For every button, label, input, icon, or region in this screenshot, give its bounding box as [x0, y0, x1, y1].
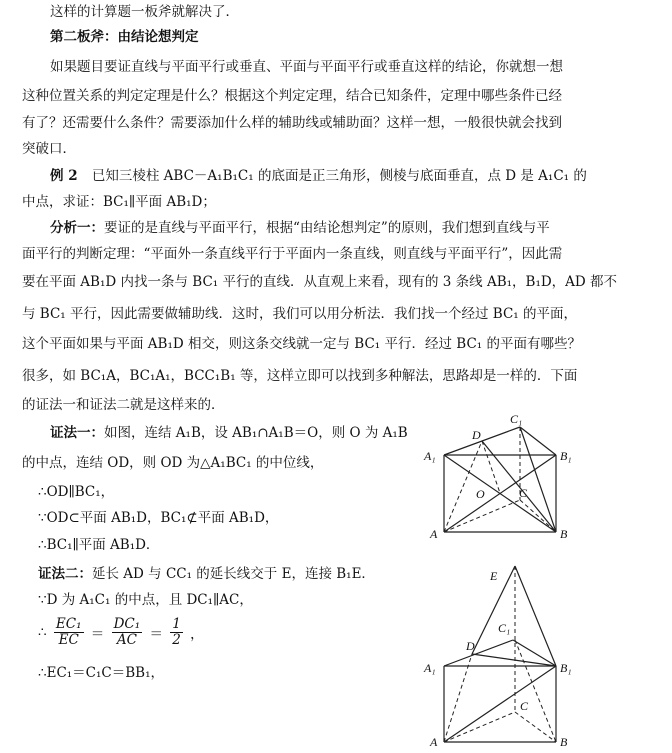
fig2-label-a: A	[430, 735, 438, 749]
equals-2: ＝	[149, 626, 163, 643]
fig2-label-b1: B₁	[560, 661, 572, 675]
text-line-22: ∵D 为 A₁C₁ 的中点，且 DC₁∥AC，	[38, 592, 253, 608]
section-title: 第二板斧：由结论想判定	[50, 29, 199, 45]
text-line-1: 这样的计算题一板斧就解决了．	[50, 4, 239, 20]
fig2-label-c: C	[520, 699, 529, 713]
text-line-20: ∴BC₁∥平面 AB₁D．	[38, 537, 160, 553]
text-line-24: ∴EC₁＝C₁C＝BB₁，	[38, 665, 165, 681]
text-line-18: ∴OD∥BC₁，	[38, 484, 115, 500]
text-line-4: 这种位置关系的判定定理是什么？根据这个判定定理，结合已知条件，定理中哪些条件已经	[22, 88, 562, 104]
text-line-17: 的中点，连结 OD，则 OD 为△A₁BC₁ 的中位线，	[22, 455, 324, 471]
text-line-14: 很多，如 BC₁A，BC₁A₁，BCC₁B₁ 等，这样立即可以找到多种解法，思路却是一样的．下面	[22, 368, 578, 384]
fig1-label-c: C	[519, 486, 528, 500]
text-line-11: 要在平面 AB₁D 内找一条与 BC₁ 平行的直线．从直观上来看，现有的 3 条线 AB₁，B₁D，AD 都不	[22, 274, 618, 290]
text-line-12: 与 BC₁ 平行，因此需要做辅助线．这时，我们可以用分析法．我们找一个经过 BC₁ 的平面，	[22, 306, 577, 322]
fraction-ec1-ec	[54, 617, 84, 648]
fig2-label-d: D	[466, 639, 475, 653]
fig2-label-a1: A₁	[424, 661, 436, 675]
frac3-numerator: 1	[172, 616, 181, 632]
fig1-label-c1: C₁	[510, 412, 523, 426]
fig1-label-a1: A₁	[424, 449, 436, 463]
prism-figure-2	[420, 560, 580, 753]
text-line-3: 如果题目要证直线与平面平行或垂直、平面与平面平行或垂直这样的结论，你就想一想	[50, 59, 563, 75]
fig2-label-e: E	[490, 569, 498, 583]
frac1-numerator: EC₁	[55, 616, 82, 632]
example-text: 已知三棱柱 ABC－A₁B₁C₁ 的底面是正三角形，侧棱与底面垂直，点 D 是 A₁C₁ 的	[91, 168, 587, 184]
fig1-label-a: A	[430, 527, 438, 541]
frac3-denominator: 2	[172, 632, 181, 648]
analysis-label: 分析一：	[50, 220, 104, 236]
frac2-denominator: AC	[116, 632, 137, 648]
text-line-19: ∵OD⊂平面 AB₁D，BC₁⊄平面 AB₁D，	[38, 510, 279, 526]
proof1-text: 如图，连结 A₁B，设 AB₁∩A₁B＝O，则 O 为 A₁B	[104, 425, 408, 441]
proof2-label: 证法二：	[38, 566, 92, 582]
analysis-text: 要证的是直线与平面平行，根据“由结论想判定”的原则，我们想到直线与平	[104, 220, 550, 236]
equals-1: ＝	[90, 626, 105, 643]
ratio-line	[38, 617, 204, 648]
proof2-line	[38, 564, 375, 584]
fig1-label-d: D	[472, 428, 481, 442]
frac1-denominator: EC	[58, 632, 79, 648]
text-line-8: 中点，求证：BC₁∥平面 AB₁D；	[22, 194, 216, 210]
proof2-text: 延长 AD 与 CC₁ 的延长线交于 E，连接 B₁E．	[92, 566, 375, 582]
ratio-prefix: ∴	[38, 624, 47, 641]
fraction-dc1-ac	[112, 617, 143, 648]
fraction-one-half	[170, 617, 183, 648]
text-line-13: 这个平面如果与平面 AB₁D 相交，则这条交线就一定与 BC₁ 平行．经过 BC₁ 的平面有哪些？	[22, 336, 581, 352]
example-label: 例 2	[50, 168, 78, 184]
fig2-label-b: B	[560, 735, 568, 749]
fig1-label-o: O	[476, 487, 485, 501]
ratio-suffix: ，	[190, 626, 204, 643]
prism-figure-1	[420, 405, 580, 545]
fig1-label-b: B	[560, 527, 568, 541]
text-line-6: 突破口．	[22, 141, 76, 157]
frac2-numerator: DC₁	[113, 616, 141, 632]
proof1-label: 证法一：	[50, 425, 104, 441]
text-line-10: 面平行的判断定理：“平面外一条直线平行于平面内一条直线，则直线与平面平行”，因此需	[22, 246, 563, 262]
text-line-15: 的证法一和证法二就是这样来的．	[22, 397, 225, 413]
fig1-label-b1: B₁	[560, 449, 572, 463]
proof1-line	[50, 423, 408, 443]
example-line	[50, 166, 587, 186]
fig2-label-c1: C₁	[498, 621, 511, 635]
analysis-line	[50, 218, 550, 238]
text-line-5: 有了？还需要什么条件？需要添加什么样的辅助线或辅助面？这样一想，一般很快就会找到	[22, 115, 562, 131]
